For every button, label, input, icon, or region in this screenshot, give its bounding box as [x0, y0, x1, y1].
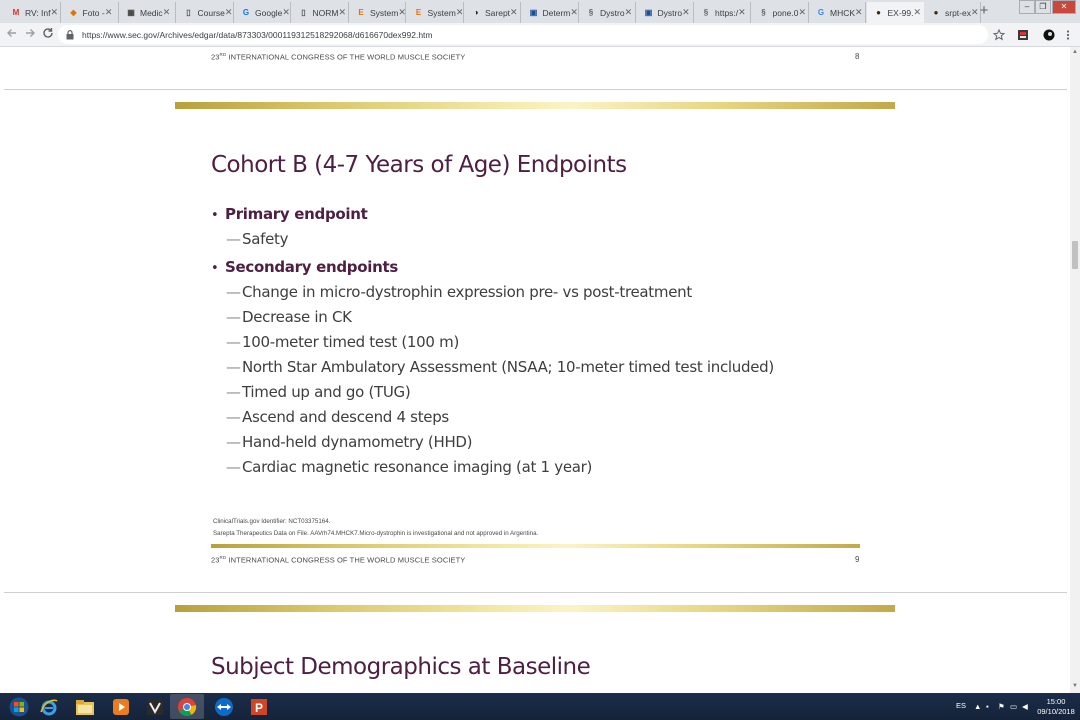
list-item: —Timed up and go (TUG) — [226, 383, 411, 401]
tab-close-icon[interactable]: ✕ — [455, 7, 464, 17]
reload-icon[interactable] — [41, 27, 55, 41]
tab-close-icon[interactable]: ✕ — [682, 7, 690, 17]
forward-icon[interactable] — [23, 27, 37, 41]
slide-footer: 23RD INTERNATIONAL CONGRESS OF THE WORLD MUSCLE SOCIETY — [211, 555, 466, 565]
tab-title: Determ — [542, 7, 571, 18]
dark-circle-icon: ● — [876, 8, 881, 17]
google-translate-icon: G — [242, 8, 250, 17]
footnote: ClinicalTrials.gov Identifier: NCT03375164. — [213, 518, 331, 525]
tab-close-icon[interactable]: ✕ — [282, 7, 290, 17]
slide-title: Cohort B (4-7 Years of Age) Endpoints — [211, 152, 627, 178]
chrome-icon[interactable] — [170, 694, 204, 719]
tab-title: Course — [197, 7, 225, 18]
address-bar[interactable] — [58, 25, 988, 44]
page-viewport — [0, 47, 1070, 693]
tab-title: System — [427, 7, 456, 18]
tab-close-icon[interactable]: ✕ — [510, 7, 518, 17]
windows-start-icon[interactable] — [2, 694, 36, 719]
list-item: —Ascend and descend 4 steps — [226, 408, 449, 426]
browser-tab[interactable] — [809, 2, 866, 23]
s-swirl-icon: § — [703, 8, 709, 17]
tab-title: Dystro — [600, 7, 625, 18]
clock[interactable]: 15:00 09/10/2018 — [1037, 697, 1075, 716]
browser-tab[interactable] — [292, 2, 349, 23]
slide-top-gold-bar — [175, 102, 895, 109]
circle-logo-icon: ◑ — [473, 8, 479, 17]
tab-title: System — [370, 7, 399, 18]
vertical-scrollbar[interactable] — [1070, 47, 1080, 693]
browser-tab[interactable] — [694, 2, 751, 23]
tab-title: NORM — [312, 7, 339, 18]
secondary-endpoints-heading: • Secondary endpoints — [211, 258, 398, 276]
minimize-button[interactable]: – — [1019, 0, 1035, 14]
list-item: —100-meter timed test (100 m) — [226, 333, 459, 351]
teamviewer-icon[interactable] — [207, 694, 241, 719]
apps-grid-icon: ▦ — [127, 8, 135, 17]
tab-title: Dystro — [657, 7, 683, 18]
language-indicator[interactable]: ES — [956, 701, 967, 710]
tab-close-icon[interactable]: ✕ — [855, 7, 863, 17]
tab-strip — [0, 0, 1080, 23]
security-flag-icon[interactable]: ⚑ — [998, 702, 1005, 711]
browser-tab[interactable] — [4, 2, 61, 23]
browser-tab[interactable] — [867, 2, 924, 23]
tab-close-icon[interactable]: ✕ — [338, 7, 347, 17]
tab-title: Sarept — [485, 7, 511, 18]
back-icon[interactable] — [5, 27, 19, 41]
browser-tab[interactable] — [349, 2, 406, 23]
tab-title: Foto - — [82, 7, 105, 18]
media-player-icon[interactable] — [104, 694, 138, 719]
page-separator — [4, 89, 1067, 90]
list-item: —Decrease in CK — [226, 308, 352, 326]
slide-footer: 23RD INTERNATIONAL CONGRESS OF THE WORLD MUSCLE SOCIETY — [211, 52, 466, 62]
browser-tab[interactable] — [177, 2, 234, 23]
slide-title: Subject Demographics at Baseline — [211, 654, 591, 680]
tab-close-icon[interactable]: ✕ — [162, 7, 171, 17]
slide-top-gold-bar — [175, 605, 895, 612]
google-g-icon: G — [817, 8, 825, 17]
page-number: 8 — [855, 52, 860, 61]
tab-title: Medic — [140, 7, 163, 18]
s-swirl-icon: § — [588, 8, 594, 17]
browser-toolbar — [0, 23, 1080, 47]
list-item: —North Star Ambulatory Assessment (NSAA; 10-meter timed test included) — [226, 358, 774, 376]
tab-close-icon[interactable]: ✕ — [570, 7, 578, 17]
tab-title: srpt-ex — [945, 7, 971, 18]
browser-tab[interactable] — [119, 2, 176, 23]
menu-kebab-icon[interactable] — [1062, 28, 1074, 40]
tab-close-icon[interactable]: ✕ — [970, 7, 979, 17]
e-letter-icon: E — [358, 8, 364, 17]
browser-tab[interactable] — [752, 2, 809, 23]
tab-close-icon[interactable]: ✕ — [398, 7, 406, 17]
tab-close-icon[interactable]: ✕ — [798, 7, 807, 17]
tab-close-icon[interactable]: ✕ — [224, 7, 233, 17]
browser-tab[interactable] — [924, 2, 981, 23]
extension-icon[interactable] — [1017, 28, 1029, 40]
internet-explorer-icon[interactable] — [32, 694, 66, 719]
site-badge-icon: ▣ — [529, 8, 538, 17]
powerpoint-icon[interactable] — [242, 694, 276, 719]
windows-taskbar — [0, 693, 1080, 720]
dark-circle-icon: ● — [933, 8, 939, 17]
primary-endpoint-heading: • Primary endpoint — [211, 205, 368, 223]
new-tab-button[interactable]: + — [979, 2, 989, 19]
tab-title: MHCK — [830, 7, 856, 18]
browser-tab[interactable] — [407, 2, 464, 23]
document-icon: ▯ — [301, 8, 306, 17]
list-item: —Cardiac magnetic resonance imaging (at 1 year) — [226, 458, 593, 476]
list-item: —Safety — [226, 230, 289, 248]
list-item: —Change in micro-dystrophin expression pre- vs post-treatment — [226, 283, 692, 301]
app-v-icon[interactable] — [138, 694, 172, 719]
browser-tab[interactable] — [62, 2, 119, 23]
tab-close-icon[interactable]: ✕ — [738, 7, 746, 17]
profile-avatar-icon[interactable] — [1043, 28, 1055, 40]
tab-close-icon[interactable]: ✕ — [50, 7, 59, 17]
tab-close-icon[interactable]: ✕ — [913, 7, 922, 17]
tab-title: EX-99. — [887, 7, 914, 18]
scrollbar-thumb[interactable] — [1072, 241, 1078, 269]
tab-title: https:/ — [715, 7, 739, 18]
browser-tab[interactable] — [579, 2, 636, 23]
browser-tab[interactable] — [637, 2, 694, 23]
slide-footer-gold-bar — [211, 544, 860, 548]
s-swirl-icon: § — [761, 8, 766, 17]
tab-title: Google — [255, 7, 283, 18]
browser-tab[interactable] — [464, 2, 521, 23]
lock-icon — [66, 30, 76, 40]
bookmark-star-icon[interactable] — [993, 28, 1005, 40]
scroll-up-icon[interactable]: ▲ — [1072, 49, 1078, 55]
url-text: https://www.sec.gov/Archives/edgar/data/873303/000119312518292068/d616670dex992.htm — [82, 29, 433, 40]
show-hidden-icons-icon[interactable]: ▲ — [974, 702, 982, 711]
network-icon[interactable]: ▭ — [1010, 702, 1018, 711]
browser-tab[interactable] — [234, 2, 291, 23]
e-letter-icon: E — [415, 8, 422, 17]
document-icon: ▯ — [186, 8, 191, 17]
maximize-button[interactable]: ❐ — [1035, 0, 1051, 14]
window-close-button[interactable]: ✕ — [1052, 0, 1076, 14]
footnote: Sarepta Therapeutics Data on File. AAVrh74.MHCK7.Micro-dystrophin is investigational and not approved in Argentina. — [213, 530, 539, 537]
svg-text:P: P — [255, 700, 264, 715]
action-center-icon[interactable]: ▪ — [986, 702, 989, 711]
tab-close-icon[interactable]: ✕ — [104, 7, 113, 17]
list-item: —Hand-held dynamometry (HHD) — [226, 433, 473, 451]
photo-icon: ◆ — [70, 8, 77, 17]
tab-close-icon[interactable]: ✕ — [624, 7, 633, 17]
tab-title: pone.0 — [772, 7, 799, 18]
tab-title: RV: Inf — [25, 7, 51, 18]
page-number: 9 — [855, 555, 860, 564]
volume-icon[interactable]: ◀ — [1022, 702, 1028, 711]
scroll-down-icon[interactable]: ▼ — [1072, 683, 1078, 689]
gmail-icon: M — [12, 8, 20, 17]
site-badge-icon: ▣ — [644, 8, 653, 17]
browser-tab[interactable] — [522, 2, 579, 23]
file-explorer-icon[interactable] — [68, 694, 102, 719]
page-separator — [4, 592, 1067, 593]
